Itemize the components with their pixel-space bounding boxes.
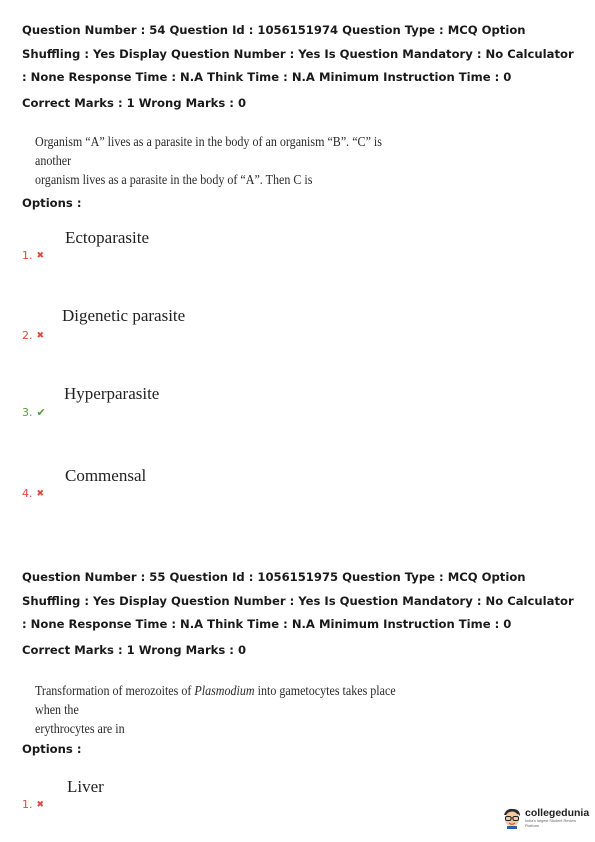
italic-term: Plasmodium (194, 684, 255, 699)
options-label: Options : (22, 742, 82, 756)
option-number-label: 1. (22, 798, 33, 811)
option-number-label: 3. (22, 406, 33, 419)
option-number (22, 406, 46, 419)
option-number (22, 329, 44, 342)
question-55-meta: Question Number : 55 Question Id : 1056151975 Question Type : MCQ Option Shuffling : Yes Display Question Number : Yes Is Question Mandatory : No Calculator : None Response Time : N.A Think Time : N.A Minimum Instruction Time : 0 (22, 570, 574, 631)
option-number (22, 487, 44, 500)
option-number (22, 798, 44, 811)
option-text: Hyperparasite (64, 384, 160, 403)
option-number-label: 4. (22, 487, 33, 500)
option-number-label: 2. (22, 329, 33, 342)
question-54-meta: Question Number : 54 Question Id : 1056151974 Question Type : MCQ Option Shuffling : Yes Display Question Number : Yes Is Question Mandatory : No Calculator : None Response Time : N.A Think Time : N.A Minimum Instruction Time : 0 (22, 23, 574, 84)
check-icon: ✔ (36, 406, 46, 419)
cross-icon: ✖ (36, 488, 45, 499)
collegedunia-logo (502, 803, 590, 833)
option-text: Ectoparasite (65, 228, 150, 247)
cross-icon: ✖ (36, 250, 45, 261)
option-number-label: 1. (22, 249, 33, 262)
option-number (22, 249, 44, 262)
options-label: Options : (22, 196, 82, 210)
question-54-text-line1: Organism “A” lives as a parasite in the body of an organism “B”. “C” is another (35, 135, 382, 169)
question-54-text-line2: organism lives as a parasite in the body of “A”. Then C is (35, 173, 313, 188)
logo-tagline: India's largest Student Review Platform (525, 818, 576, 828)
question-55-text-line2: erythrocytes are in (35, 722, 125, 737)
logo-name: collegedunia (525, 806, 590, 819)
question-55-marks: Correct Marks : 1 Wrong Marks : 0 (22, 643, 247, 657)
mascot-icon (502, 807, 522, 829)
cross-icon: ✖ (36, 799, 45, 810)
question-55-text-line1: Transformation of merozoites of Plasmodium into gametocytes takes place when the (35, 684, 396, 718)
question-54-marks: Correct Marks : 1 Wrong Marks : 0 (22, 96, 247, 110)
option-text: Digenetic parasite (62, 306, 186, 325)
option-text: Liver (67, 777, 104, 796)
question-55-text (35, 682, 405, 739)
option-text: Commensal (65, 466, 147, 485)
question-54-text (35, 133, 405, 190)
cross-icon: ✖ (36, 330, 45, 341)
